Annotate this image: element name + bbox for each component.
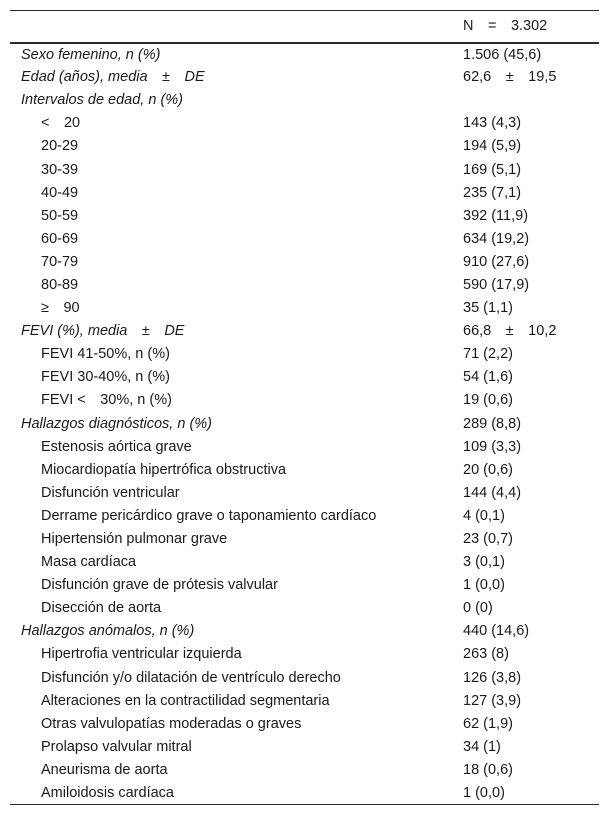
row-value: 62 (1,9)	[463, 715, 513, 732]
row-label: 50-59	[41, 207, 79, 224]
row-value: 440 (14,6)	[463, 623, 530, 640]
row-label: 30-39	[41, 161, 79, 178]
row-label: 20-29	[41, 138, 79, 155]
row-label: Amiloidosis cardíaca	[41, 784, 174, 801]
row-label: FEVI 41-50%, n (%)	[41, 346, 170, 363]
row-label: 40-49	[41, 184, 79, 201]
table-row	[10, 481, 599, 504]
row-value: 634 (19,2)	[463, 230, 530, 247]
table-row	[10, 435, 599, 458]
row-label: Masa cardíaca	[41, 554, 137, 571]
row-value: 126 (3,8)	[463, 669, 522, 686]
row-label: Aneurisma de aorta	[41, 761, 168, 778]
table-row	[10, 320, 599, 343]
table-row	[10, 343, 599, 366]
row-value: 235 (7,1)	[463, 184, 522, 201]
table-row	[10, 89, 599, 112]
table-row	[10, 43, 599, 66]
row-value: 127 (3,9)	[463, 692, 522, 709]
table-row	[10, 181, 599, 204]
row-value: 3 (0,1)	[463, 554, 505, 571]
row-value: 4 (0,1)	[463, 507, 505, 524]
row-value: 54 (1,6)	[463, 369, 513, 386]
row-value: 289 (8,8)	[463, 415, 522, 432]
row-value: 1.506 (45,6)	[463, 46, 542, 63]
table-row	[10, 551, 599, 574]
row-value: 392 (11,9)	[463, 207, 529, 224]
row-value: 62,6 ± 19,5	[463, 69, 557, 86]
row-value: 910 (27,6)	[463, 253, 530, 270]
row-value: 1 (0,0)	[463, 784, 505, 801]
row-value: 71 (2,2)	[463, 346, 513, 363]
row-label: Prolapso valvular mitral	[41, 738, 192, 755]
row-label: Disfunción y/o dilatación de ventrículo derecho	[41, 669, 341, 686]
table-row	[10, 250, 599, 273]
row-label: Disfunción ventricular	[41, 484, 180, 501]
row-label: Sexo femenino, n (%)	[21, 46, 161, 63]
row-value: 169 (5,1)	[463, 161, 522, 178]
table-row	[10, 204, 599, 227]
row-label: 60-69	[41, 230, 79, 247]
row-label: Intervalos de edad, n (%)	[21, 92, 184, 109]
table-row	[10, 158, 599, 181]
row-label: Hipertrofia ventricular izquierda	[41, 646, 242, 663]
header-label-cell	[10, 11, 453, 43]
table-row	[10, 574, 599, 597]
row-label: Disección de aorta	[41, 600, 162, 617]
row-value: 143 (4,3)	[463, 115, 522, 132]
row-label: Edad (años), media ± DE	[21, 69, 205, 86]
table-row	[10, 782, 599, 805]
row-value: 144 (4,4)	[463, 484, 522, 501]
table-row	[10, 504, 599, 527]
table-row	[10, 66, 599, 89]
row-label: Disfunción grave de prótesis valvular	[41, 577, 278, 594]
table-row	[10, 412, 599, 435]
table-row	[10, 227, 599, 250]
table-row	[10, 735, 599, 758]
row-value: 34 (1)	[463, 738, 501, 755]
table-row	[10, 527, 599, 550]
table-row	[10, 597, 599, 620]
row-value: 19 (0,6)	[463, 392, 513, 409]
table-header-row	[10, 11, 599, 43]
table-row	[10, 689, 599, 712]
row-value: 590 (17,9)	[463, 276, 530, 293]
row-value: 35 (1,1)	[463, 300, 513, 317]
data-table	[10, 10, 599, 805]
table-row	[10, 273, 599, 296]
table-row	[10, 389, 599, 412]
row-label: Estenosis aórtica grave	[41, 438, 192, 455]
row-label: < 20	[41, 115, 81, 132]
row-label: Miocardiopatía hipertrófica obstructiva	[41, 461, 287, 478]
table-row	[10, 620, 599, 643]
row-label: Otras valvulopatías moderadas o graves	[41, 715, 302, 732]
row-label: FEVI 30-40%, n (%)	[41, 369, 170, 386]
row-value: 109 (3,3)	[463, 438, 522, 455]
table-row	[10, 643, 599, 666]
row-value: 18 (0,6)	[463, 761, 513, 778]
table-row	[10, 366, 599, 389]
row-value: 263 (8)	[463, 646, 509, 663]
row-label: Alteraciones en la contractilidad segmentaria	[41, 692, 330, 709]
row-label: ≥ 90	[41, 300, 80, 317]
table-body	[10, 43, 599, 805]
table-row	[10, 458, 599, 481]
row-value: 66,8 ± 10,2	[463, 323, 557, 340]
table-row	[10, 758, 599, 781]
table-row	[10, 297, 599, 320]
header-value-cell: N = 3.302	[463, 18, 548, 35]
row-label: FEVI (%), media ± DE	[21, 323, 185, 340]
table-row	[10, 112, 599, 135]
data-table-container	[10, 10, 599, 805]
row-value: 194 (5,9)	[463, 138, 522, 155]
row-value	[453, 89, 599, 112]
row-value: 0 (0)	[463, 600, 493, 617]
table-row	[10, 712, 599, 735]
row-label: Hipertensión pulmonar grave	[41, 531, 228, 548]
row-value: 1 (0,0)	[463, 577, 505, 594]
row-label: 80-89	[41, 276, 79, 293]
row-value: 20 (0,6)	[463, 461, 513, 478]
row-label: 70-79	[41, 253, 79, 270]
row-label: FEVI < 30%, n (%)	[41, 392, 172, 409]
row-value: 23 (0,7)	[463, 531, 513, 548]
row-label: Derrame pericárdico grave o taponamiento cardíaco	[41, 507, 377, 524]
table-row	[10, 135, 599, 158]
table-row	[10, 666, 599, 689]
row-label: Hallazgos diagnósticos, n (%)	[21, 415, 213, 432]
row-label: Hallazgos anómalos, n (%)	[21, 623, 195, 640]
